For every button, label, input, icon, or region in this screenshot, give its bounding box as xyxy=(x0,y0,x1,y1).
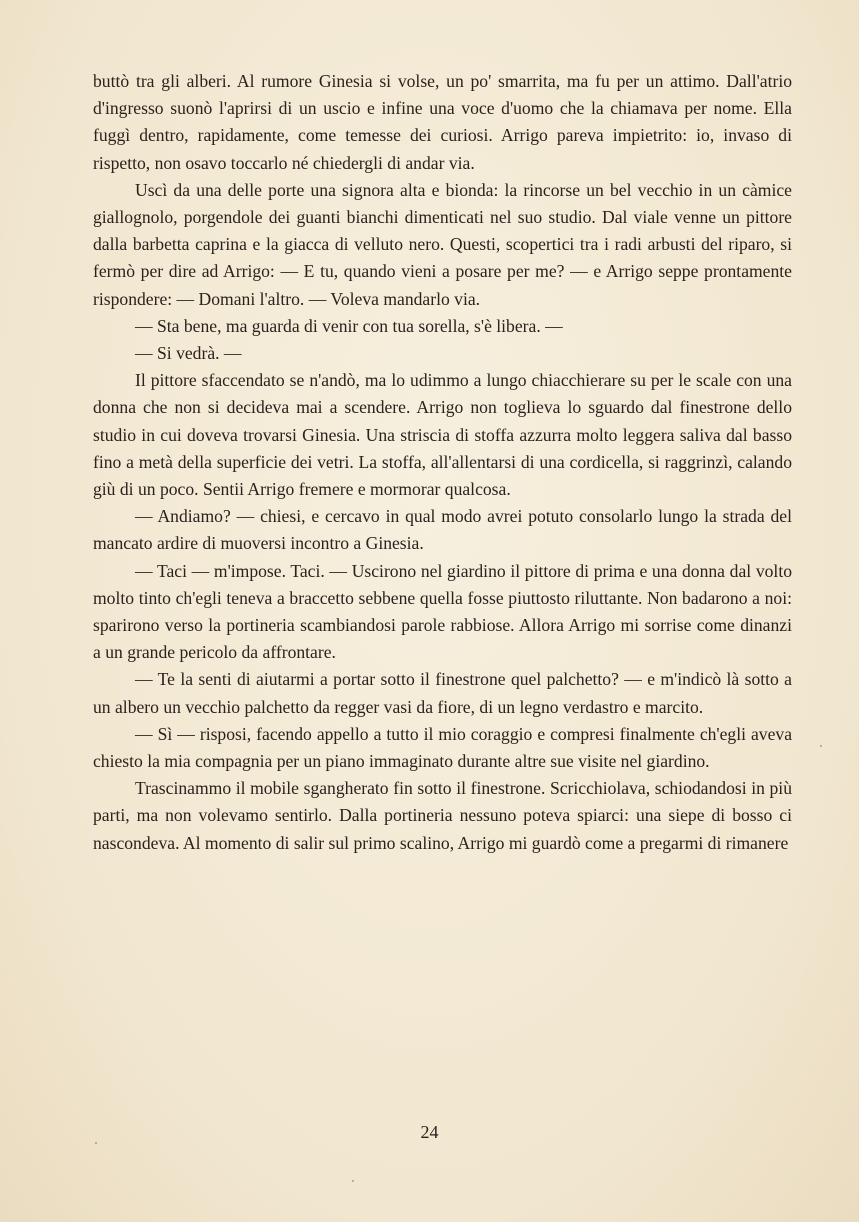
body-text xyxy=(93,68,792,857)
paragraph-2: Uscì da una delle porte una signora alta e bionda: la rincorse un bel vecchio in un càmice giallognolo, porgendole dei guanti bianchi dimenticati nel suo studio. Dal viale venne un pittore dalla barbetta caprina e la giacca di velluto nero. Questi, scopertici tra i radi arbusti del riparo, si fermò per dire ad Arrigo: — E tu, quando vieni a posare per me? — e Arrigo seppe prontamente rispondere: — Domani l'altro. — Voleva mandarlo via. xyxy=(93,179,792,309)
paragraph-9: — Sì — risposi, facendo appello a tutto il mio coraggio e compresi finalmente ch'egli aveva chiesto la mia compagnia per un piano immaginato durante altre sue visite nel giardino. xyxy=(93,723,792,772)
paper-speck xyxy=(352,1180,354,1182)
paragraph-3: — Sta bene, ma guarda di venir con tua sorella, s'è libera. — xyxy=(135,315,563,336)
paragraph-6: — Andiamo? — chiesi, e cercavo in qual modo avrei potuto consolarlo lungo la strada del mancato ardire di muoversi incontro a Ginesia. xyxy=(93,506,792,554)
paragraph-7: — Taci — m'impose. Taci. — Uscirono nel giardino il pittore di prima e una donna dal volto molto tinto ch'egli teneva a braccetto sebbene quella fosse piuttosto riluttante. Non badarono a noi: sparirono verso la portineria scambiandosi parole rabbiose. Allora Arrigo mi sorrise come dinanzi a un grande pericolo da affrontare. xyxy=(93,560,792,663)
paragraph-5: Il pittore sfaccendato se n'andò, ma lo udimmo a lungo chiacchierare su per le scale con una donna che non si decideva mai a scendere. Arrigo non toglieva lo sguardo dal finestrone dello studio in cui doveva trovarsi Ginesia. Una striscia di stoffa azzurra molto leggera saliva dal basso fino a metà della superficie dei vetri. La stoffa, all'allentarsi di una cordicella, si raggrinzì, calando giù di un poco. Sentii Arrigo fremere e mormorar qualcosa. xyxy=(93,370,792,500)
page-number: 24 xyxy=(420,1122,439,1142)
paper-speck xyxy=(820,745,822,747)
paragraph-8: — Te la senti di aiutarmi a portar sotto il finestrone quel palchetto? — e m'indicò là sotto a un albero un vecchio palchetto da regger vasi da fiore, di un legno verdastro e marcito. xyxy=(93,669,792,717)
paper-speck xyxy=(95,1142,97,1144)
paragraph-10: Trascinammo il mobile sgangherato fin sotto il finestrone. Scricchiolava, schiodandosi in più parti, ma non volevamo sentirlo. Dalla portineria nessuno poteva spiarci: una siepe di bosso ci nascondeva. Al momento di salir sul primo scalino, Arrigo mi guardò come a pregarmi di rimanere xyxy=(93,778,792,853)
paragraph-4: — Si vedrà. — xyxy=(135,343,242,364)
paragraph-1: buttò tra gli alberi. Al rumore Ginesia si volse, un po' smarrita, ma fu per un attimo. Dall'atrio d'ingresso suonò l'aprirsi di un uscio e infine una voce d'uomo che la chiamava per nome. Ella fuggì dentro, rapidamente, come temesse dei curiosi. Arrigo pareva impietrito: io, invaso di rispetto, non osavo toccarlo né chiedergli di andar via. xyxy=(93,71,792,173)
